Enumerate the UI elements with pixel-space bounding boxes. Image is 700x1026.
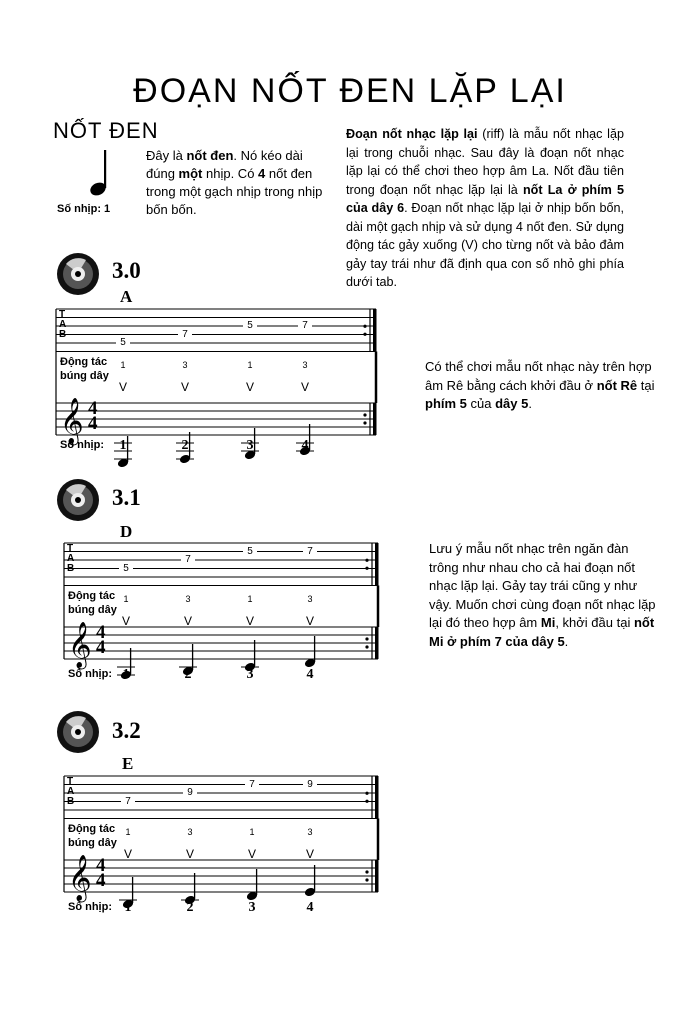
tab-letter-t: T: [67, 543, 74, 554]
down-stroke-symbol: V: [180, 379, 189, 394]
picking-label-line-1: Động tác: [68, 589, 116, 602]
tab-letter-b: B: [59, 329, 67, 340]
left-hand-finger: 3: [185, 593, 191, 604]
chord-name: D: [120, 522, 133, 541]
tab-fret-number: 5: [243, 320, 257, 332]
beat-count: 1: [119, 438, 127, 453]
tab-letter-b: B: [67, 563, 75, 574]
tab-fret-number: 7: [121, 796, 135, 808]
left-hand-finger: 1: [247, 359, 253, 370]
example-number: 3.0: [112, 258, 141, 283]
beat-count: 4: [306, 667, 314, 682]
tab-letter-t: T: [59, 309, 66, 320]
tab-fret-number: 9: [303, 779, 317, 791]
treble-clef-icon: 𝄞: [68, 855, 92, 901]
treble-clef-icon: 𝄞: [68, 622, 92, 668]
example-number: 3.1: [112, 485, 141, 510]
down-stroke-symbol: V: [121, 613, 130, 628]
time-signature-bottom: 4: [96, 870, 106, 891]
left-hand-finger: 3: [302, 359, 308, 370]
quarter-note-heading: NỐT ĐEN: [53, 118, 159, 143]
down-stroke-symbol: V: [183, 613, 192, 628]
beat-count: 1: [122, 667, 130, 682]
side-note-e-chord: Lưu ý mẫu nốt nhạc trên ngăn đàn trông như nhau cho cả hai đoạn nốt nhạc lặp lại. Gảy tay trái cũng y như vậy. Muốn chơi cùng đoạn nốt nhạc lặp lại đó theo hợp âm Mi, khởi đầu tại nốt Mi ở phím 7 của dây 5.: [429, 541, 656, 649]
down-stroke-symbol: V: [305, 846, 314, 861]
chord-name: A: [120, 287, 133, 306]
down-stroke-symbol: V: [123, 846, 132, 861]
chord-name: E: [122, 754, 134, 773]
down-stroke-symbol: V: [118, 379, 127, 394]
repeat-dot: [365, 878, 368, 881]
tab-fret-number: 5: [119, 563, 133, 575]
tab-fret-number: 7: [178, 329, 192, 341]
down-stroke-symbol: V: [245, 613, 254, 628]
tab-letter-t: T: [67, 776, 74, 787]
picking-label: [68, 822, 117, 850]
barline-thick: [375, 860, 379, 892]
picking-label-line-2: búng dây: [60, 369, 109, 382]
notation-staff: [64, 860, 378, 892]
tab-fret-number: 7: [181, 554, 195, 566]
beat-count: 4: [306, 900, 314, 915]
quarter-note: [246, 869, 258, 901]
tab-fret-number: 7: [245, 779, 259, 791]
count-label: Số nhịp:: [60, 439, 104, 451]
tab-staff: [64, 776, 378, 819]
time-signature-bottom: 4: [96, 637, 106, 658]
beat-count: 4: [301, 438, 309, 453]
time-signature-bottom: 4: [88, 413, 98, 434]
tab-fret-number: 5: [116, 337, 130, 349]
picking-label-line-2: búng dây: [68, 836, 117, 849]
repeat-dot: [365, 800, 368, 803]
quarter-note-description: Đây là nốt đen. Nó kéo dài đúng một nhịp. Có 4 nốt đen trong một gạch nhịp trong nhịp bốn bốn.: [146, 148, 323, 217]
beat-count: 2: [186, 900, 194, 915]
tab-letter-a: A: [59, 319, 67, 330]
barline-thick: [375, 776, 379, 819]
tab-letter-a: A: [67, 553, 75, 564]
treble-clef-icon: 𝄞: [60, 398, 84, 444]
tab-fret-number: 7: [298, 320, 312, 332]
time-signature-top: 4: [96, 622, 106, 643]
quarter-note: [304, 865, 316, 897]
repeat-dot: [365, 870, 368, 873]
left-hand-finger: 1: [125, 826, 131, 837]
left-hand-finger: 3: [182, 359, 188, 370]
picking-label-line-1: Động tác: [68, 822, 116, 835]
down-stroke-symbol: V: [185, 846, 194, 861]
count-label: Số nhịp:: [68, 668, 112, 680]
left-hand-finger: 1: [123, 593, 129, 604]
beat-count: 1: [124, 900, 132, 915]
example-number: 3.2: [112, 718, 141, 743]
left-hand-finger: 1: [247, 593, 253, 604]
side-note-d-chord: Có thể chơi mẫu nốt nhạc này trên hợp âm Rê bằng cách khởi đầu ở nốt Rê tại phím 5 của dây 5.: [425, 359, 655, 411]
tab-fret-number: 9: [183, 787, 197, 799]
quarter-note-count-caption: Số nhịp: 1: [57, 203, 111, 215]
riff-description: Đoạn nốt nhạc lặp lại (riff) là mẫu nốt nhạc lặp lại trong chuỗi nhạc. Sau đây là đoạn nốt nhạc lặp lại có thể chơi theo hợp âm La. Nốt đầu tiên trong đoạn nốt nhạc lặp lại là nốt La ở phím 5 của dây 6. Đoạn nốt nhạc lặp lại ở nhịp bốn bốn, dài một gạch nhịp và sử dụng 4 nốt đen. Sử dụng động tác gảy xuống (V) cho từng nốt và bảo đảm gảy tay trái như đã định qua con số nhỏ ghi phía dưới tab.: [346, 127, 625, 289]
page-title: ĐOẠN NỐT ĐEN LẶP LẠI: [133, 72, 567, 110]
left-hand-finger: 3: [307, 593, 313, 604]
beat-count: 2: [184, 667, 192, 682]
time-signature-top: 4: [88, 398, 98, 419]
beat-count: 3: [246, 667, 254, 682]
tab-fret-number: 7: [303, 546, 317, 558]
down-stroke-symbol: V: [247, 846, 256, 861]
count-label: Số nhịp:: [68, 901, 112, 913]
down-stroke-symbol: V: [245, 379, 254, 394]
time-signature-top: 4: [96, 855, 106, 876]
picking-label-line-2: búng dây: [68, 603, 117, 616]
repeat-dot: [365, 792, 368, 795]
beat-count: 2: [181, 438, 189, 453]
left-hand-finger: 3: [307, 826, 313, 837]
left-hand-finger: 1: [120, 359, 126, 370]
left-hand-finger: 1: [249, 826, 255, 837]
beat-count: 3: [246, 438, 254, 453]
tab-fret-number: 5: [243, 546, 257, 558]
down-stroke-symbol: V: [300, 379, 309, 394]
picking-label-line-1: Động tác: [60, 355, 108, 368]
tab-letter-b: B: [67, 796, 75, 807]
tab-letter-a: A: [67, 786, 75, 797]
down-stroke-symbol: V: [305, 613, 314, 628]
left-hand-finger: 3: [187, 826, 193, 837]
beat-count: 3: [248, 900, 256, 915]
